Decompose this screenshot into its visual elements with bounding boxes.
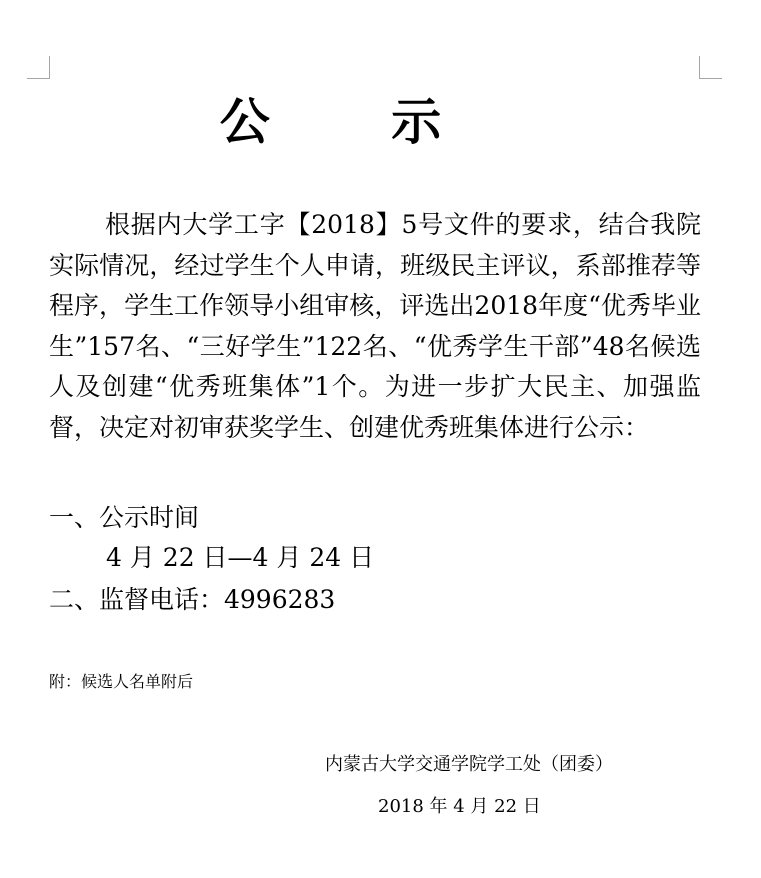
section2-heading: 二、监督电话：4996283 <box>49 585 336 614</box>
crop-mark-top-left <box>27 56 50 79</box>
section1-heading: 一、公示时间 <box>49 503 200 532</box>
document-title: 公 示 <box>219 92 494 151</box>
section1-content: 4 月 22 日—4 月 24 日 <box>106 543 375 572</box>
crop-mark-top-right <box>699 56 722 79</box>
body-paragraph: 根据内大学工字【2018】5号文件的要求，结合我院实际情况，经过学生个人申请，班级民主评议，系部推荐等程序，学生工作领导小组审核，评选出2018年度“优秀毕业生”157名、“三好学生”122名、“优秀学生干部”48名候选人及创建“优秀班集体”1个。为进一步扩大民主、加强监督，决定对初审获奖学生、创建优秀班集体进行公示： <box>49 210 701 442</box>
attachment-note: 附：候选人名单附后 <box>49 672 194 691</box>
signature: 内蒙古大学交通学院学工处（团委） <box>325 754 613 775</box>
document-date: 2018 年 4 月 22 日 <box>378 796 541 817</box>
